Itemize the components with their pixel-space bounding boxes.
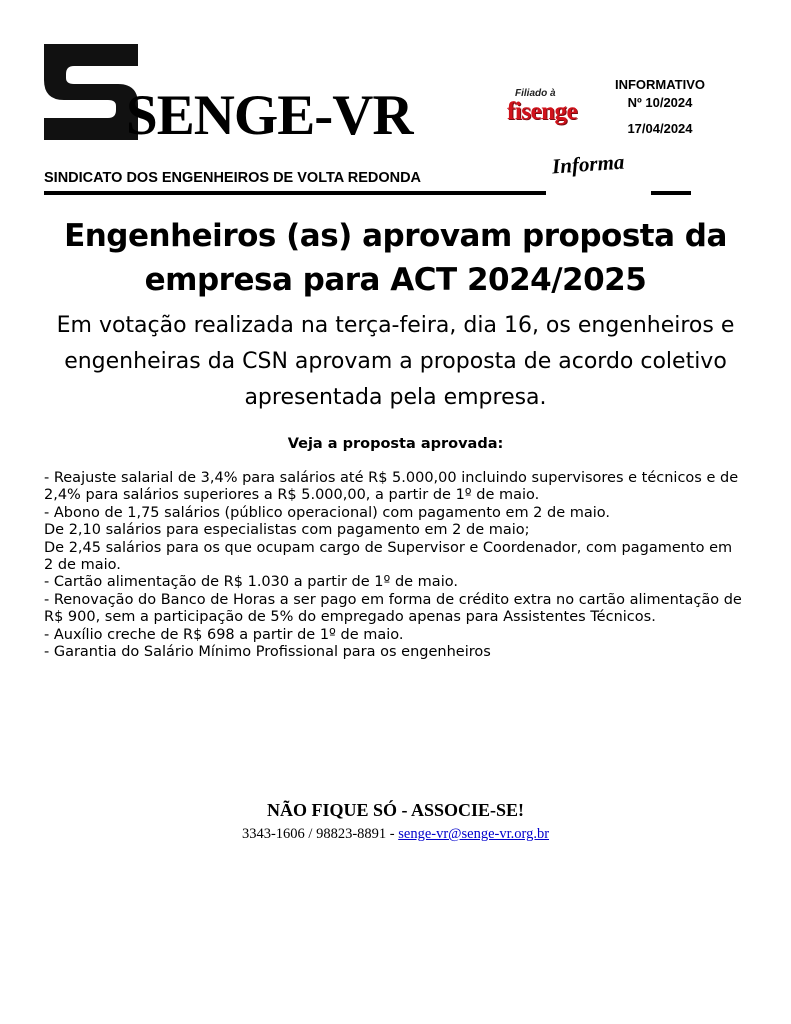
list-item: De 2,45 salários para os que ocupam cargo de Supervisor e Coordenador, com pagamento em 2 de maio. <box>44 539 733 574</box>
affiliate-label: Filiado à <box>515 88 556 99</box>
header-rule <box>44 191 546 195</box>
proposal-title: Veja a proposta aprovada: <box>287 436 504 452</box>
bulletin-date: 17/04/2024 <box>627 121 693 136</box>
footer-contact <box>40 826 751 843</box>
org-name: SINDICATO DOS ENGENHEIROS DE VOLTA REDONDA <box>44 170 422 186</box>
list-item: - Garantia do Salário Mínimo Profissional para os engenheiros <box>44 644 491 661</box>
headline <box>40 214 751 302</box>
subheadline: Em votação realizada na terça-feira, dia 16, os engenheiros e engenheiras da CSN aprovam a proposta de acordo coletivo apresentada pela empresa. <box>56 313 735 410</box>
logo-wordmark: SENGE-VR <box>126 84 413 147</box>
bulletin-label: INFORMATIVO <box>614 77 706 92</box>
list-item: - Reajuste salarial de 3,4% para salários até R$ 5.000,00 incluindo supervisores e técnicos e de 2,4% para salários superiores a R$ 5.000,00, a partir de 1º de maio. <box>44 470 739 504</box>
footer-title: NÃO FIQUE SÓ - ASSOCIE-SE! <box>266 800 525 820</box>
list-item: De 2,10 salários para especialistas com pagamento em 2 de maio; <box>44 522 530 539</box>
list-item: - Abono de 1,75 salários (público operacional) com pagamento em 2 de maio. <box>44 504 611 521</box>
list-item: - Renovação do Banco de Horas a ser pago em forma de crédito extra no cartão alimentação de R$ 900, sem a participação de 5% do empregado apenas para Assistentes Técnicos. <box>44 591 742 626</box>
footer-phones: 3343-1606 / 98823-8891 - <box>241 826 399 842</box>
email-link[interactable]: senge-vr@senge-vr.org.br <box>398 826 550 842</box>
header-rule-short <box>651 191 691 195</box>
bulletin-number: Nº 10/2024 <box>627 95 693 110</box>
informa-label: Informa <box>551 149 626 179</box>
fisenge-logo: fisenge <box>507 98 578 125</box>
proposal-list <box>44 470 744 661</box>
senge-logo-icon <box>44 44 138 140</box>
list-item: - Auxílio creche de R$ 698 a partir de 1º de maio. <box>44 626 404 643</box>
list-item: - Cartão alimentação de R$ 1.030 a partir de 1º de maio. <box>44 574 458 591</box>
headline-line-1: Engenheiros (as) aprovam proposta da <box>64 218 727 254</box>
bulletin-info <box>600 76 720 138</box>
headline-line-2: empresa para ACT 2024/2025 <box>144 262 647 298</box>
